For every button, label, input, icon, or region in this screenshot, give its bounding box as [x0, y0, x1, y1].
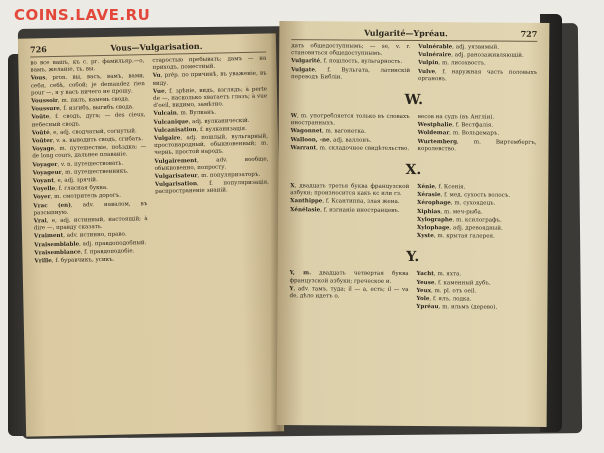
definition: , f. Ксенія.	[434, 184, 466, 191]
dictionary-entry	[154, 134, 268, 158]
dictionary-entry	[417, 271, 536, 279]
dictionary-entry	[417, 233, 536, 241]
left-header-title: Vous—Vulgarisation.	[110, 40, 203, 53]
definition: , e, adj. истинный, настоящій; à dire —, правду сказать.	[33, 216, 148, 232]
dictionary-entry	[291, 43, 410, 58]
headword: Yeux	[416, 287, 432, 294]
definition: , e, adj. сводчатый, согнутый.	[49, 128, 137, 136]
definition: , f. Ксантиппа, злая жена.	[322, 198, 400, 206]
y-column-2	[416, 271, 535, 313]
dictionary-entry	[290, 199, 409, 207]
definition: , f. сводъ, дуга; — des cieux, небесный сводъ.	[31, 112, 146, 129]
watermark: COINS.LAVE.RU	[14, 6, 151, 24]
definition: , f. наружная часть половыхъ органовъ.	[417, 68, 538, 83]
w-column-1	[290, 113, 409, 154]
headword: Vulgate	[291, 66, 315, 73]
dictionary-entry	[152, 56, 266, 73]
headword: Woldemar	[417, 130, 450, 137]
dictionary-entry	[34, 256, 148, 266]
headword: Vulpin	[418, 60, 439, 67]
dictionary-entry	[154, 156, 268, 173]
headword: Vulgairement	[154, 157, 198, 165]
y-column-1	[289, 271, 408, 313]
definition: , m. яхта.	[433, 271, 462, 278]
headword: Xylographe	[417, 216, 453, 224]
definition: , f. Вестфалія.	[452, 122, 494, 129]
headword: Yeuse	[416, 279, 435, 286]
headword: Voûte	[31, 114, 50, 121]
dictionary-entry	[417, 209, 536, 217]
headword: Vrille	[34, 258, 52, 265]
headword: Vulgaire	[153, 135, 181, 142]
dictionary-entry	[417, 288, 536, 296]
definition: , m. пилъ, камень свода.	[57, 96, 130, 104]
definition: , adv. тамъ, туда; il — a, есть; il — va de, дѣло идетъ о.	[289, 286, 409, 300]
definition: , двадцать третья буква французской азбуки; произносится какъ кс или гз.	[290, 183, 410, 198]
headword: Xylophage	[416, 225, 450, 232]
right-top-column-2	[418, 44, 537, 85]
dictionary-entry	[291, 113, 410, 128]
dictionary-entry	[153, 71, 267, 88]
definition: , adv. истинно, право.	[63, 231, 127, 240]
definition: , m. смотритель дорогъ.	[50, 193, 122, 201]
left-running-header	[30, 40, 266, 58]
definition: , adj. ранозаживляющій.	[451, 52, 524, 59]
definition: , adj. правдоподобный.	[79, 239, 147, 248]
headword: Wagonnet	[290, 128, 323, 135]
headword: Voyer	[33, 194, 51, 201]
definition: дать общедоступнымъ; — se, v. r. становиться общедоступнымъ.	[291, 43, 411, 57]
definition: , m. Вольдемаръ.	[449, 130, 500, 138]
dictionary-entry	[153, 86, 267, 110]
definition: , m. ксилографъ.	[452, 217, 502, 224]
dictionary-entry	[418, 130, 537, 138]
headword: Xanthippe	[290, 198, 323, 205]
dictionary-entry	[291, 129, 410, 137]
headword: Voyant	[32, 178, 55, 185]
dictionary-entry	[417, 192, 536, 200]
dictionary-entry	[417, 184, 536, 192]
dictionary-entry	[291, 137, 410, 145]
right-page-number: 727	[520, 28, 538, 39]
dictionary-entry	[417, 280, 536, 288]
headword: Vulnérable	[418, 44, 453, 51]
definition: старостью пребывать; дамъ — на приходъ, поместный.	[152, 55, 267, 72]
headword: Vrai	[33, 218, 47, 225]
headword: Vraiment	[33, 233, 64, 240]
headword: Vrac (en)	[33, 202, 71, 210]
headword: Vraisemblable	[34, 241, 80, 249]
headword: Vulnéraire	[418, 52, 452, 59]
dictionary-entry	[416, 296, 535, 304]
headword: W	[290, 113, 298, 120]
headword: Voûter	[31, 138, 53, 145]
headword: Wurtemberg	[417, 138, 458, 145]
definition: , m. Вулканъ.	[176, 110, 217, 117]
definition: весов на судъ (въ Англіи).	[417, 114, 495, 121]
definition: , f. изгибъ, выгибъ свода.	[59, 104, 134, 113]
definition: , adj. вулканическій.	[188, 117, 250, 125]
dictionary-entry	[291, 67, 410, 82]
right-page	[277, 21, 550, 427]
dictionary-entry	[291, 59, 410, 67]
dictionary-entry	[290, 183, 409, 198]
definition: , f. Вульгата, латинскій переводъ Библіи.	[291, 66, 411, 81]
dictionary-entry	[155, 180, 269, 197]
headword: Voûté	[31, 129, 50, 137]
definition: , m. путешественникъ.	[61, 168, 129, 176]
section-letter-y: Y.	[406, 249, 420, 266]
headword: Vulcanisation	[153, 126, 197, 134]
headword: X	[290, 183, 295, 190]
dictionary-entry	[31, 113, 145, 130]
dictionary-entry	[31, 74, 145, 98]
left-column-2	[152, 56, 270, 265]
left-page	[18, 33, 284, 436]
headword: Walloon, -ne	[290, 136, 330, 144]
headword: Xénie	[417, 184, 435, 191]
definition: , adj. пошлый, вульгарный, простонародный, обыкновенный; m. чернь, простой народъ.	[154, 133, 269, 157]
x-column-2	[417, 184, 536, 242]
definition: , e, adj. зрячій.	[53, 177, 98, 185]
dictionary-entry	[32, 144, 146, 161]
definition: , prép. по причинѣ, въ уваженіе, въ виду.	[152, 70, 267, 87]
definition: , m. складочное свидѣтельство.	[316, 145, 410, 152]
right-header-title: Vulgarité—Ypréau.	[364, 27, 448, 39]
headword: Voyage	[32, 146, 55, 153]
headword: Yacht	[416, 271, 434, 278]
definition: , adj. валлонъ.	[329, 137, 372, 144]
dictionary-entry	[416, 304, 535, 312]
headword: Voyageur	[32, 169, 62, 177]
dictionary-entry	[290, 271, 409, 286]
definition: , m. ильмъ (дерево).	[438, 304, 498, 311]
definition: , f. каменный дубъ.	[434, 279, 491, 287]
right-top-column-1	[291, 43, 410, 84]
definition: , f. гласная буква.	[55, 185, 108, 193]
definition: , m. употребляется только въ словахъ иностранныхъ.	[290, 113, 410, 127]
dictionary-entry	[417, 217, 536, 225]
section-letter-w: W.	[404, 91, 424, 109]
definition: , f. пошлость, вульгарность.	[320, 58, 403, 66]
dictionary-entry	[418, 69, 537, 84]
right-running-header	[291, 27, 537, 42]
headword: Xiphias	[417, 208, 441, 215]
definition: , adv. навалом, въ разсыпную.	[33, 200, 148, 217]
dictionary-entry	[33, 201, 147, 218]
headword: Vue	[152, 88, 165, 95]
dictionary-entry	[417, 139, 536, 154]
headword: Xyste	[416, 233, 434, 240]
section-letter-x: X.	[405, 161, 422, 179]
definition: , f. ялъ, лодка.	[429, 296, 472, 303]
headword: Vous	[30, 75, 46, 82]
dictionary-entry	[289, 286, 408, 301]
headword: Vulgarité	[291, 58, 321, 65]
definition: , v. a. выводить сводъ, сгибать.	[52, 136, 144, 145]
headword: Vu	[152, 73, 161, 80]
dictionary-entry	[417, 200, 536, 208]
definition: , f. мед. сухость волосъ.	[440, 192, 511, 199]
definition: , adj. древоядный.	[449, 225, 503, 232]
definition: , f. зрѣніе, видъ, взглядъ; à perte de —, насколько хватаетъ глазъ; à vue d'oeil, видимо, замѣтно.	[153, 86, 268, 110]
definition: , m. крытая галерея.	[433, 233, 495, 240]
definition: , m. pl. отъ oeil.	[430, 287, 477, 295]
headword: Vulve	[418, 68, 436, 75]
headword: Ypréau	[416, 304, 439, 311]
headword: Vulgarisation	[154, 181, 198, 189]
definition: , m. лисохвостъ.	[438, 60, 486, 67]
x-column-1	[290, 183, 409, 241]
definition: , v. n. путешествовать.	[57, 160, 124, 168]
definition: , f. изгнаніе иностранцевъ.	[320, 206, 400, 214]
headword: Voussoir	[31, 97, 58, 105]
dictionary-entry	[417, 225, 536, 233]
definition: , f. популяризація, распространеніе знаній.	[155, 179, 269, 196]
definition: двадцать четвертая буква французской азбуки; греческое и.	[289, 270, 409, 285]
dictionary-entry	[34, 216, 148, 233]
dictionary-entry	[290, 207, 409, 215]
headword: Xénélasie	[290, 206, 321, 213]
headword: Vulcanique	[153, 118, 189, 126]
dictionary-entry	[290, 145, 409, 153]
headword: Vraisemblance	[34, 249, 81, 257]
dictionary-entry	[418, 122, 537, 130]
definition: , pron. вы, васъ, вамъ, вами, себя, себѣ, собой; je demandez rien pour —, я у васъ ничего не прошу.	[30, 73, 145, 97]
headword: Vulgarisateur	[154, 173, 198, 180]
left-page-number: 726	[29, 44, 47, 55]
headword: Y	[289, 285, 294, 293]
headword: Westphalie	[417, 122, 453, 129]
headword: Xérophage	[417, 200, 451, 207]
definition: , adj. уязвимый.	[452, 44, 500, 51]
headword: Xérasie	[417, 192, 441, 199]
left-column-1	[30, 58, 148, 267]
definition: , m. путешествіе, поѣздка; — de long cours, дальнее плаваніе.	[32, 144, 147, 160]
headword: Voyager	[32, 161, 58, 169]
definition: , m. популяризаторъ.	[197, 171, 261, 180]
headword: Y, m.	[289, 270, 312, 277]
definition: , m. вагонетка.	[321, 128, 366, 136]
definition: , f. вулканизація.	[196, 125, 247, 133]
headword: Voussure	[31, 106, 60, 113]
headword: Voyelle	[32, 186, 56, 193]
dictionary-entry	[418, 52, 537, 60]
definition: , m. меч-рыба.	[440, 208, 483, 216]
dictionary-entry	[418, 60, 537, 68]
definition: , m. Виртембергъ, королевство.	[417, 138, 537, 153]
dictionary-entry	[30, 58, 144, 75]
definition: , f. правдоподобіе.	[80, 248, 135, 256]
dictionary-entry	[418, 44, 537, 52]
definition: , f. буравчикъ, усикъ.	[51, 256, 115, 265]
definition: во все вашъ, къ с. рг. фамильяр.—о, вамъ, желаніе, ть, вы.	[30, 58, 145, 74]
dictionary-entry	[418, 114, 537, 122]
definition: , adv. вообще, обыкновенно, попросту.	[154, 156, 269, 172]
headword: Yole	[416, 296, 430, 303]
headword: Warrant	[290, 144, 317, 152]
definition: , m. сухоядецъ.	[450, 200, 496, 208]
w-column-2	[417, 114, 536, 155]
headword: Vulcain	[153, 110, 177, 118]
